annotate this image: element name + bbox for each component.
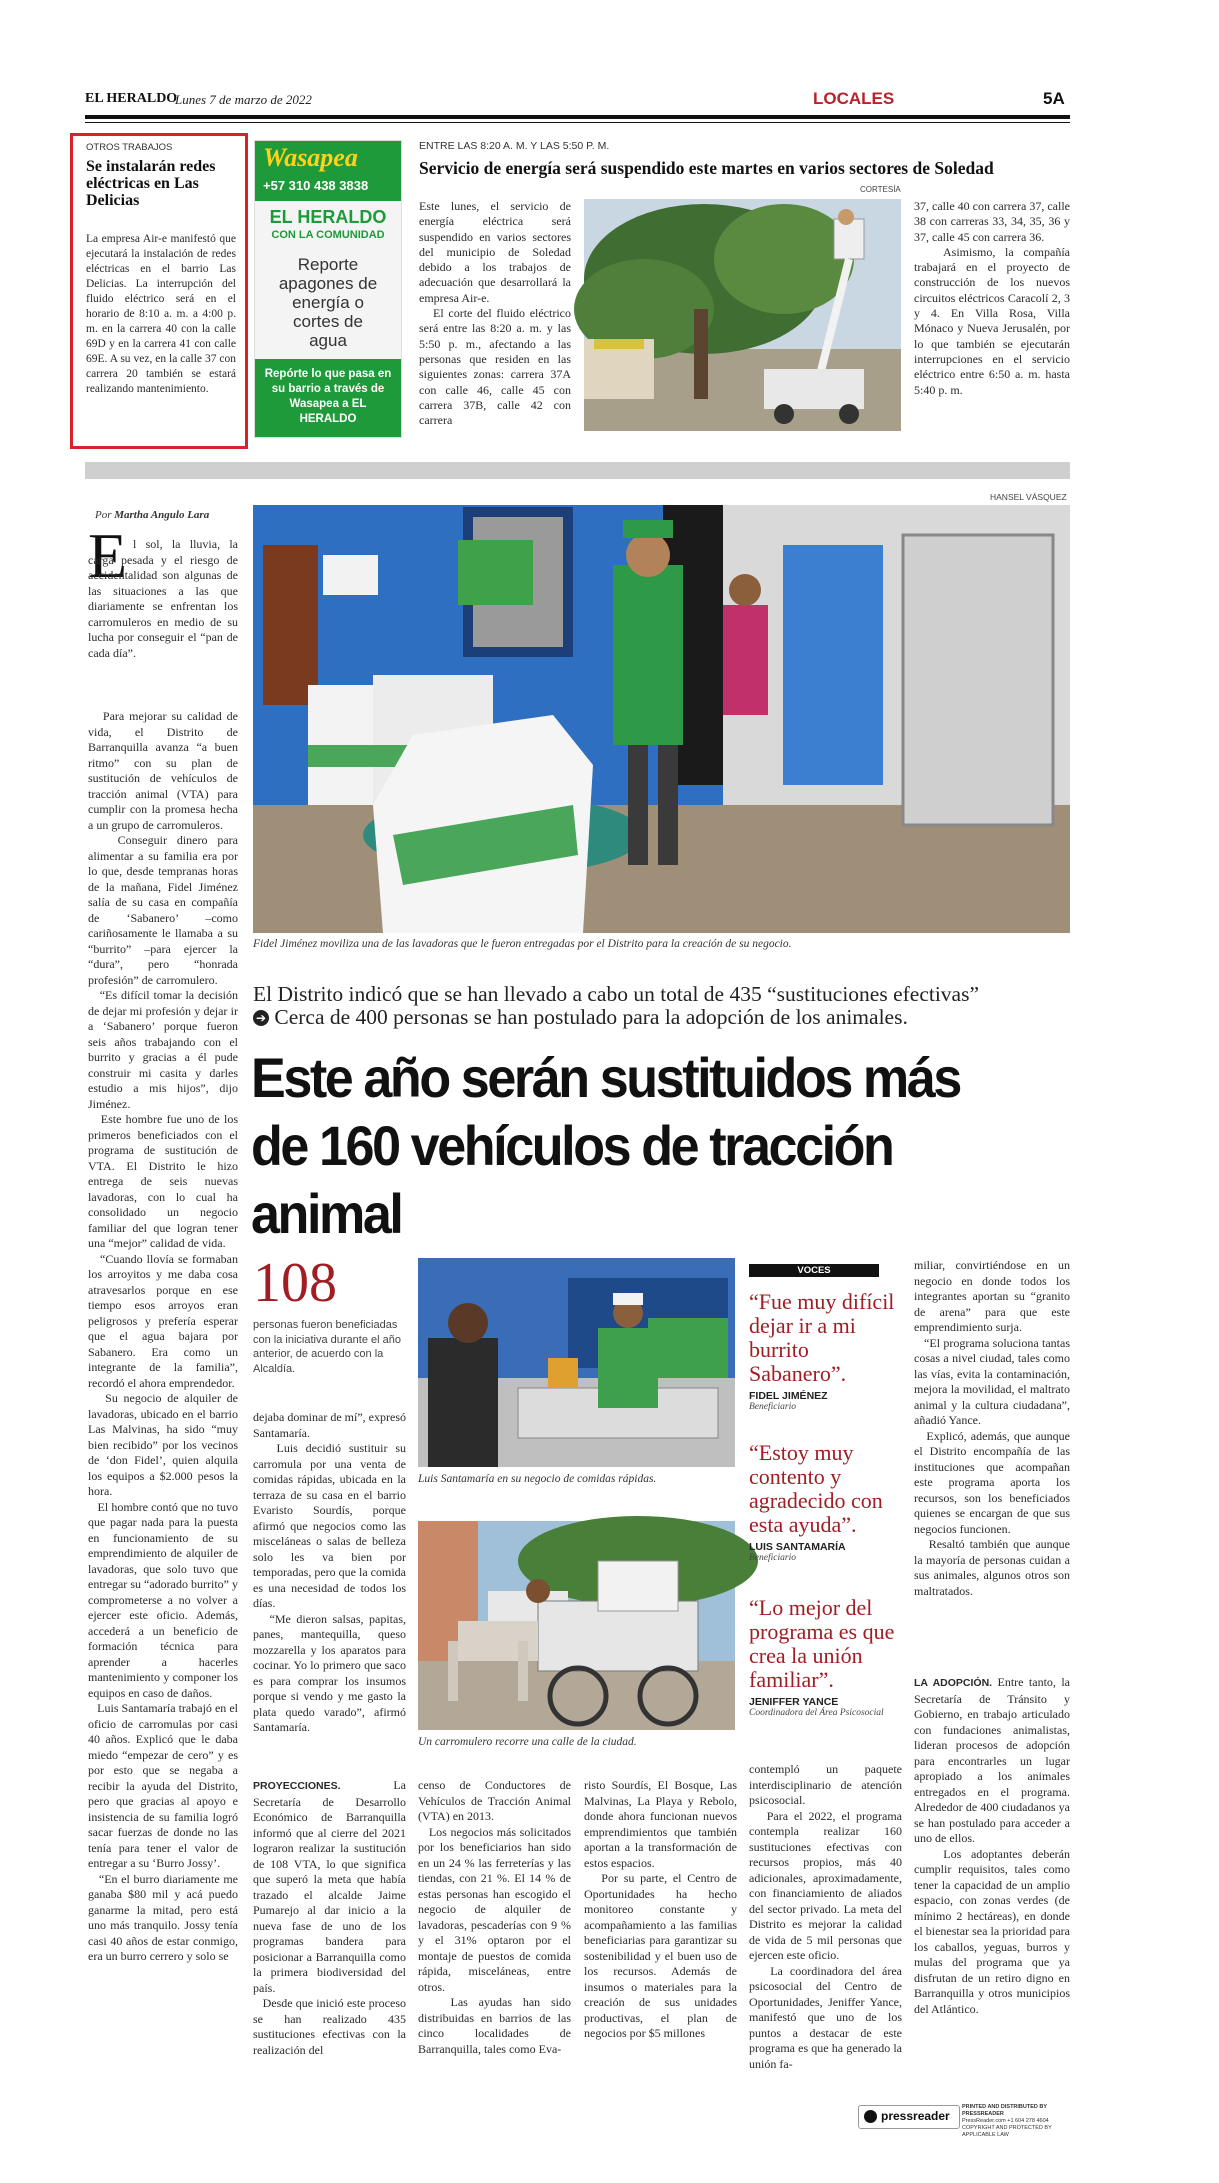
- page-header: [85, 88, 1070, 128]
- byline-author: Martha Angulo Lara: [114, 509, 210, 521]
- pressreader-note-1: PRINTED AND DISTRIBUTED BY PRESSREADER: [962, 2104, 1047, 2117]
- pressreader-logo: [858, 2105, 960, 2129]
- voces-quote-2: [749, 1441, 899, 1563]
- washers-photo: [253, 505, 1070, 933]
- voces-label: VOCES: [797, 1265, 831, 1276]
- wasapea-ad: [254, 140, 402, 438]
- projections-label: PROYECCIONES.: [253, 1780, 341, 1792]
- ad-line2: CON LA COMUNIDAD: [271, 229, 385, 241]
- food-stand-photo: [418, 1258, 735, 1467]
- pressreader-note-3: COPYRIGHT AND PROTECTED BY APPLICABLE LAW: [962, 2125, 1052, 2138]
- main-col3-lower: censo de Conductores de Vehículos de Tracción Animal (VTA) en 2013. Los negocios más solicitados por los beneficiarios han sido en un 24 % las ferreterías y las tiendas, con 21 %. El 14 % de estas personas han escogido el negocio de alquiler de lavadoras, pescaderías con 9 % y el 31% optaron por el montaje de puestos de comida rápida, misceláneas, entre otros. Las ayudas han sido distribuidas en barrios de las cinco localidades de Barranquilla, tales como Eva-: [418, 1778, 572, 2056]
- pressreader-icon: [864, 2110, 877, 2123]
- quote-name: FIDEL JIMÉNEZ: [749, 1390, 828, 1402]
- ad-body: Reporte apagones de energía o cortes de agua: [278, 255, 378, 350]
- main-col6-upper: miliar, convirtiéndose en un negocio en donde todos los integrantes aportan su “granito de arena” para que este emprendimiento surja. “El programa soluciona tantas cosas a nivel ciudad, tales como las vías, evita la contaminación, mejora la movilidad, el maltrato animal y la cultura ciudadana”, añadió Yance. Explicó, además, que aunque el Distrito encompañía de las instituciones que acompañan este programa aporta los recursos, son los beneficiados quienes se encargan de que sus negocios funcionen. Resaltó también que aunque la mayoría de personas cuidan a sus animales, algunos otros son maltratados.: [914, 1258, 1071, 1598]
- arrow-icon: ➔: [253, 1010, 269, 1026]
- quote-text: “Estoy muy contento y agradecido con esta ayuda”.: [749, 1440, 883, 1537]
- deck-line-2: [253, 1005, 1083, 1030]
- brief-box: [70, 133, 248, 449]
- quote-text: “Fue muy difícil dejar ir a mi burrito Sabanero”.: [749, 1289, 895, 1386]
- ad-brand: Wasapea: [263, 143, 358, 172]
- main-photo-caption: Fidel Jiménez moviliza una de las lavadoras que le fueron entregadas por el Distrito para la creación de su negocio.: [253, 938, 792, 950]
- cart-photo: [418, 1521, 735, 1730]
- stat-number: 108: [253, 1252, 337, 1314]
- page-number: 5A: [1043, 89, 1065, 108]
- energy-title: Servicio de energía será suspendido este martes en varios sectores de Soledad: [419, 158, 994, 178]
- pressreader-note: [962, 2104, 1072, 2139]
- energy-photo-credit: CORTESÍA: [860, 185, 901, 194]
- quote-name: JENIFFER YANCE: [749, 1696, 839, 1708]
- main-photo: [253, 505, 1070, 933]
- ad-phone: +57 310 438 3838: [263, 178, 369, 193]
- main-col1: Para mejorar su calidad de vida, el Distrito de Barranquilla avanza “a buen ritmo” con su plan de sustitución de vehículos de tracción animal (VTA) para cumplir con la promesa hecha a un grupo de carromuleros. Conseguir dinero para alimentar a su familia era por lo que, desde tempranas horas de la mañana, Fidel Jiménez salía de su casa en compañía de ‘Sabanero’ –como cariñosamente le llamaba a su “burrito” –para ejercer la “dura”, pero “honrada profesión” de carromulero. “Es difícil tomar la decisión de dejar mi profesión y dejar ir a ‘Sabanero’ porque fueron seis años trabajando con el burrito y gracias a él pude construir mi casita y darles estudio a mis hijos”, dijo Jiménez. Este hombre fue uno de los primeros beneficiados con el programa de sustitución de VTA. El Distrito le hizo entrega de seis nuevas lavadoras, con lo cual ha consolidado un negocio familiar del que logran tener una “mejor” calidad de vida. “Cuando llovía se formaban los arroyitos y me daba cosa atravesarlos porque en ese tiempo esos arroyos eran peligrosos y prefería esperar que el agua bajara por Sabanero. Era como un integrante de la familia”, recordó el ahora emprendedor. Su negocio de alquiler de lavadoras, ubicado en el barrio Las Malvinas, ha sido “muy bien recibido” por los vecinos de ‘don Fidel’, quien alquila los equipos a $2.000 pesos la hora. El hombre contó que no tuvo que pagar nada para la puesta en funcionamiento de su emprendimiento de alquiler de lavadoras, que solo tuvo que entregar su “adorado burrito” y comprometerse a no volver a ejercer este oficio. Además, accederá a un beneficio de formación técnica para aprender a hacerles mantenimiento y componer los equipos en caso de daños. Luis Santamaría trabajó en el oficio de carromulas por casi 40 años. Explicó que le daba miedo “empezar de cero” y es por esto que se negaba a recibir la ayuda del Distrito, pero que gracias al apoyo e insistencia de su familia logró sacar fuerzas de donde no las tenía para tener el valor de entregar a su ‘Burro Jossy’. “En el burro diariamente me ganaba $80 mil y acá puedo ganarme la mitad, pero está uno más tranquilo. Jossy tenía casi 40 años de estar conmigo, era un burro cerrero y solo se: [88, 709, 239, 1963]
- ad-footer: Repórte lo que pasa en su barrio a través de Wasapea a EL HERALDO: [264, 368, 392, 425]
- quote-role: Beneficiario: [749, 1402, 796, 1412]
- pressreader-note-2: PressReader.com +1 604 278 4604: [962, 2118, 1049, 2124]
- voces-quote-1: [749, 1290, 899, 1412]
- main-col2-lower: [253, 1778, 406, 2058]
- main-headline: Este año serán sustituidos más de 160 vehículos de tracción animal: [251, 1046, 960, 1245]
- adoption-label: LA ADOPCIÓN.: [914, 1677, 993, 1689]
- header-rule-thin: [85, 122, 1070, 123]
- header-rule: [85, 115, 1070, 119]
- main-col5-lower: contempló un paquete interdisciplinario de atención psicosocial. Para el 2022, el programa contempla realizar 160 sustituciones efectivas con recursos propios, más 40 adicionales, aproximadamente, con financiamiento de aliados del sector privado. La meta del Distrito es mejorar la calidad de vida de 5 mil personas que ejercen este oficio. La coordinadora del área psicosocial del Centro de Oportunidades, Jeniffer Yance, manifestó que uno de los puntos a destacar de este programa es que ha generado la unión fa-: [749, 1762, 902, 2071]
- section-separator: [85, 462, 1070, 479]
- section-label: LOCALES: [813, 89, 895, 108]
- projections-text: La Secretaría de Desarrollo Económico de Barranquilla informó que al cierre del 2021 lograron realizar la sustitución de 108 VTA, lo que significa que superó la meta que había trazado el alcalde Jaime Pumarejo al dar inicio a la nueva fase de uno de los programas bandera para posicionar a Barranquilla como la primera biodiversidad del país. Desde que inició este proceso se han realizado 435 sustituciones efectivas con la realización del: [253, 1778, 406, 2057]
- adoption-text: Entre tanto, la Secretaría de Tránsito y Gobierno, en trabajo articulado con fundaciones animalistas, lideran procesos de adopción para encontrarles un lugar apropiado a los animales entregados en el programa. Alrededor de 400 ciudadanos ya se han postulado para acceder a uno de ellos. Los adoptantes deberán cumplir requisitos, tales como tener la capacidad de un amplio espacio, con zonas verdes (de mínimo 2 hectáreas), en donde el bienestar sea la prioridad para los caballos, yeguas, burros y mulas del programa que ya disfrutan de un retiro digno en Barranquilla y otros municipios del Atlántico.: [914, 1675, 1071, 2016]
- issue-date: Lunes 7 de marzo de 2022: [175, 92, 312, 107]
- brief-body: La empresa Air-e manifestó que ejecutará la instalación de redes eléctricas en el barrio Las Delicias. La interrupción del fluido eléctrico será en el horario de 8:10 a. m. a 4:00 p. m. en la carrera 40 con la calle 69D y en la carrera 41 con calle 69E. A su vez, en la calle 37 con carrera 20 también se estará realizando mantenimiento.: [86, 233, 239, 395]
- food-stand-caption: Luis Santamaría en su negocio de comidas rápidas.: [418, 1473, 657, 1485]
- quote-text: “Lo mejor del programa es que crea la unión familiar”.: [749, 1595, 895, 1692]
- food-stand-image: [418, 1258, 735, 1467]
- energy-col1: Este lunes, el servicio de energía eléctrica será suspendido en varios sectores del municipio de Soledad debido a los trabajos de adecuación que desarrollará la empresa Air-e. El corte del fluido eléctrico será entre las 8:20 a. m. y las 5:50 p. m., afectando a las personas que residen en las siguientes zonas: carrera 37A con calle 46, calle 45 con carrera 37B, calle 42 con carrera: [419, 199, 572, 428]
- byline-prefix: Por: [95, 509, 112, 521]
- quote-role: Coordinadora del Área Psicosocial: [749, 1708, 884, 1718]
- cart-caption: Un carromulero recorre una calle de la ciudad.: [418, 1736, 637, 1748]
- dropcap: E: [88, 520, 128, 591]
- main-col1-lead: l sol, la lluvia, la carga pesada y el riesgo de accidentalidad son algunas de las situaciones a las que diariamente se enfrentan los carromuleros en medio de su lucha por conseguir el “pan de cada día”.: [88, 537, 241, 660]
- cart-image: [418, 1521, 735, 1730]
- energy-col2: 37, calle 40 con carrera 37, calle 38 con carreras 33, 34, 35, 36 y 37, calle 45 con carrera 36. Asimismo, la compañía trabajará en el proyecto de construcción de los nuevos circuitos eléctricos Caracolí 2, 3 y 4. En Villa Rosa, Villa Mónaco y Nueva Jerusalén, por lo que también se ejecutarán interrupciones en el servicio eléctrico entre 6:50 a. m. hasta 5:40 p. m.: [914, 199, 1071, 397]
- lineworker-photo: [584, 199, 901, 431]
- main-photo-credit: HANSEL VÁSQUEZ: [990, 492, 1067, 502]
- stat-text: personas fueron beneficiadas con la iniciativa durante el año anterior, de acuerdo con la Alcaldía.: [253, 1319, 401, 1375]
- deck-line-1: El Distrito indicó que se han llevado a cabo un total de 435 “sustituciones efectivas”: [253, 982, 980, 1006]
- energy-kicker: ENTRE LAS 8:20 A. M. Y LAS 5:50 P. M.: [419, 140, 610, 152]
- quote-role: Beneficiario: [749, 1553, 796, 1563]
- ad-line1: EL HERALDO: [269, 207, 387, 227]
- deck-line-2-text: Cerca de 400 personas se han postulado para la adopción de los animales.: [274, 1005, 908, 1029]
- main-col4-lower: risto Sourdís, El Bosque, Las Malvinas, La Playa y Rebolo, donde ahora funcionan nuevos emprendimientos que también aportan a la transformación de estos espacios. Por su parte, el Centro de Oportunidades ha hecho monitoreo constante y acompañamiento a las familias beneficiarias para garantizar su sostenibilidad y el buen uso de los recursos. Además de insumos o materiales para la creación de sus unidades productivas, el plan de negocios por $5 millones: [584, 1778, 738, 2040]
- main-col6-lower: [914, 1675, 1070, 2017]
- brief-kicker: OTROS TRABAJOS: [86, 142, 173, 153]
- voces-quote-3: [749, 1596, 899, 1718]
- pressreader-brand: pressreader: [881, 2109, 950, 2123]
- paper-name: EL HERALDO: [85, 91, 178, 106]
- main-col2: dejaba dominar de mí”, expresó Santamaría. Luis decidió sustituir su carromula por una venta de comidas rápidas, ubicada en la terraza de su casa en el barrio Evaristo Sourdís, porque afirmó que negocios como las misceláneas o salas de belleza solo les va bien por temporadas, pero que la comida es una necesidad de todos los días. “Me dieron salsas, papitas, panes, mantequilla, queso mozzarella y los aparatos para cocinar. Yo lo primero que saco es para comprar los insumos porque si vendo y me gasto la plata quedo varado”, afirmó Santamaría.: [253, 1410, 406, 1734]
- brief-title: Se instalarán redes eléctricas en Las Delicias: [86, 158, 216, 209]
- quote-name: LUIS SANTAMARÍA: [749, 1541, 846, 1553]
- energy-photo: [584, 199, 901, 431]
